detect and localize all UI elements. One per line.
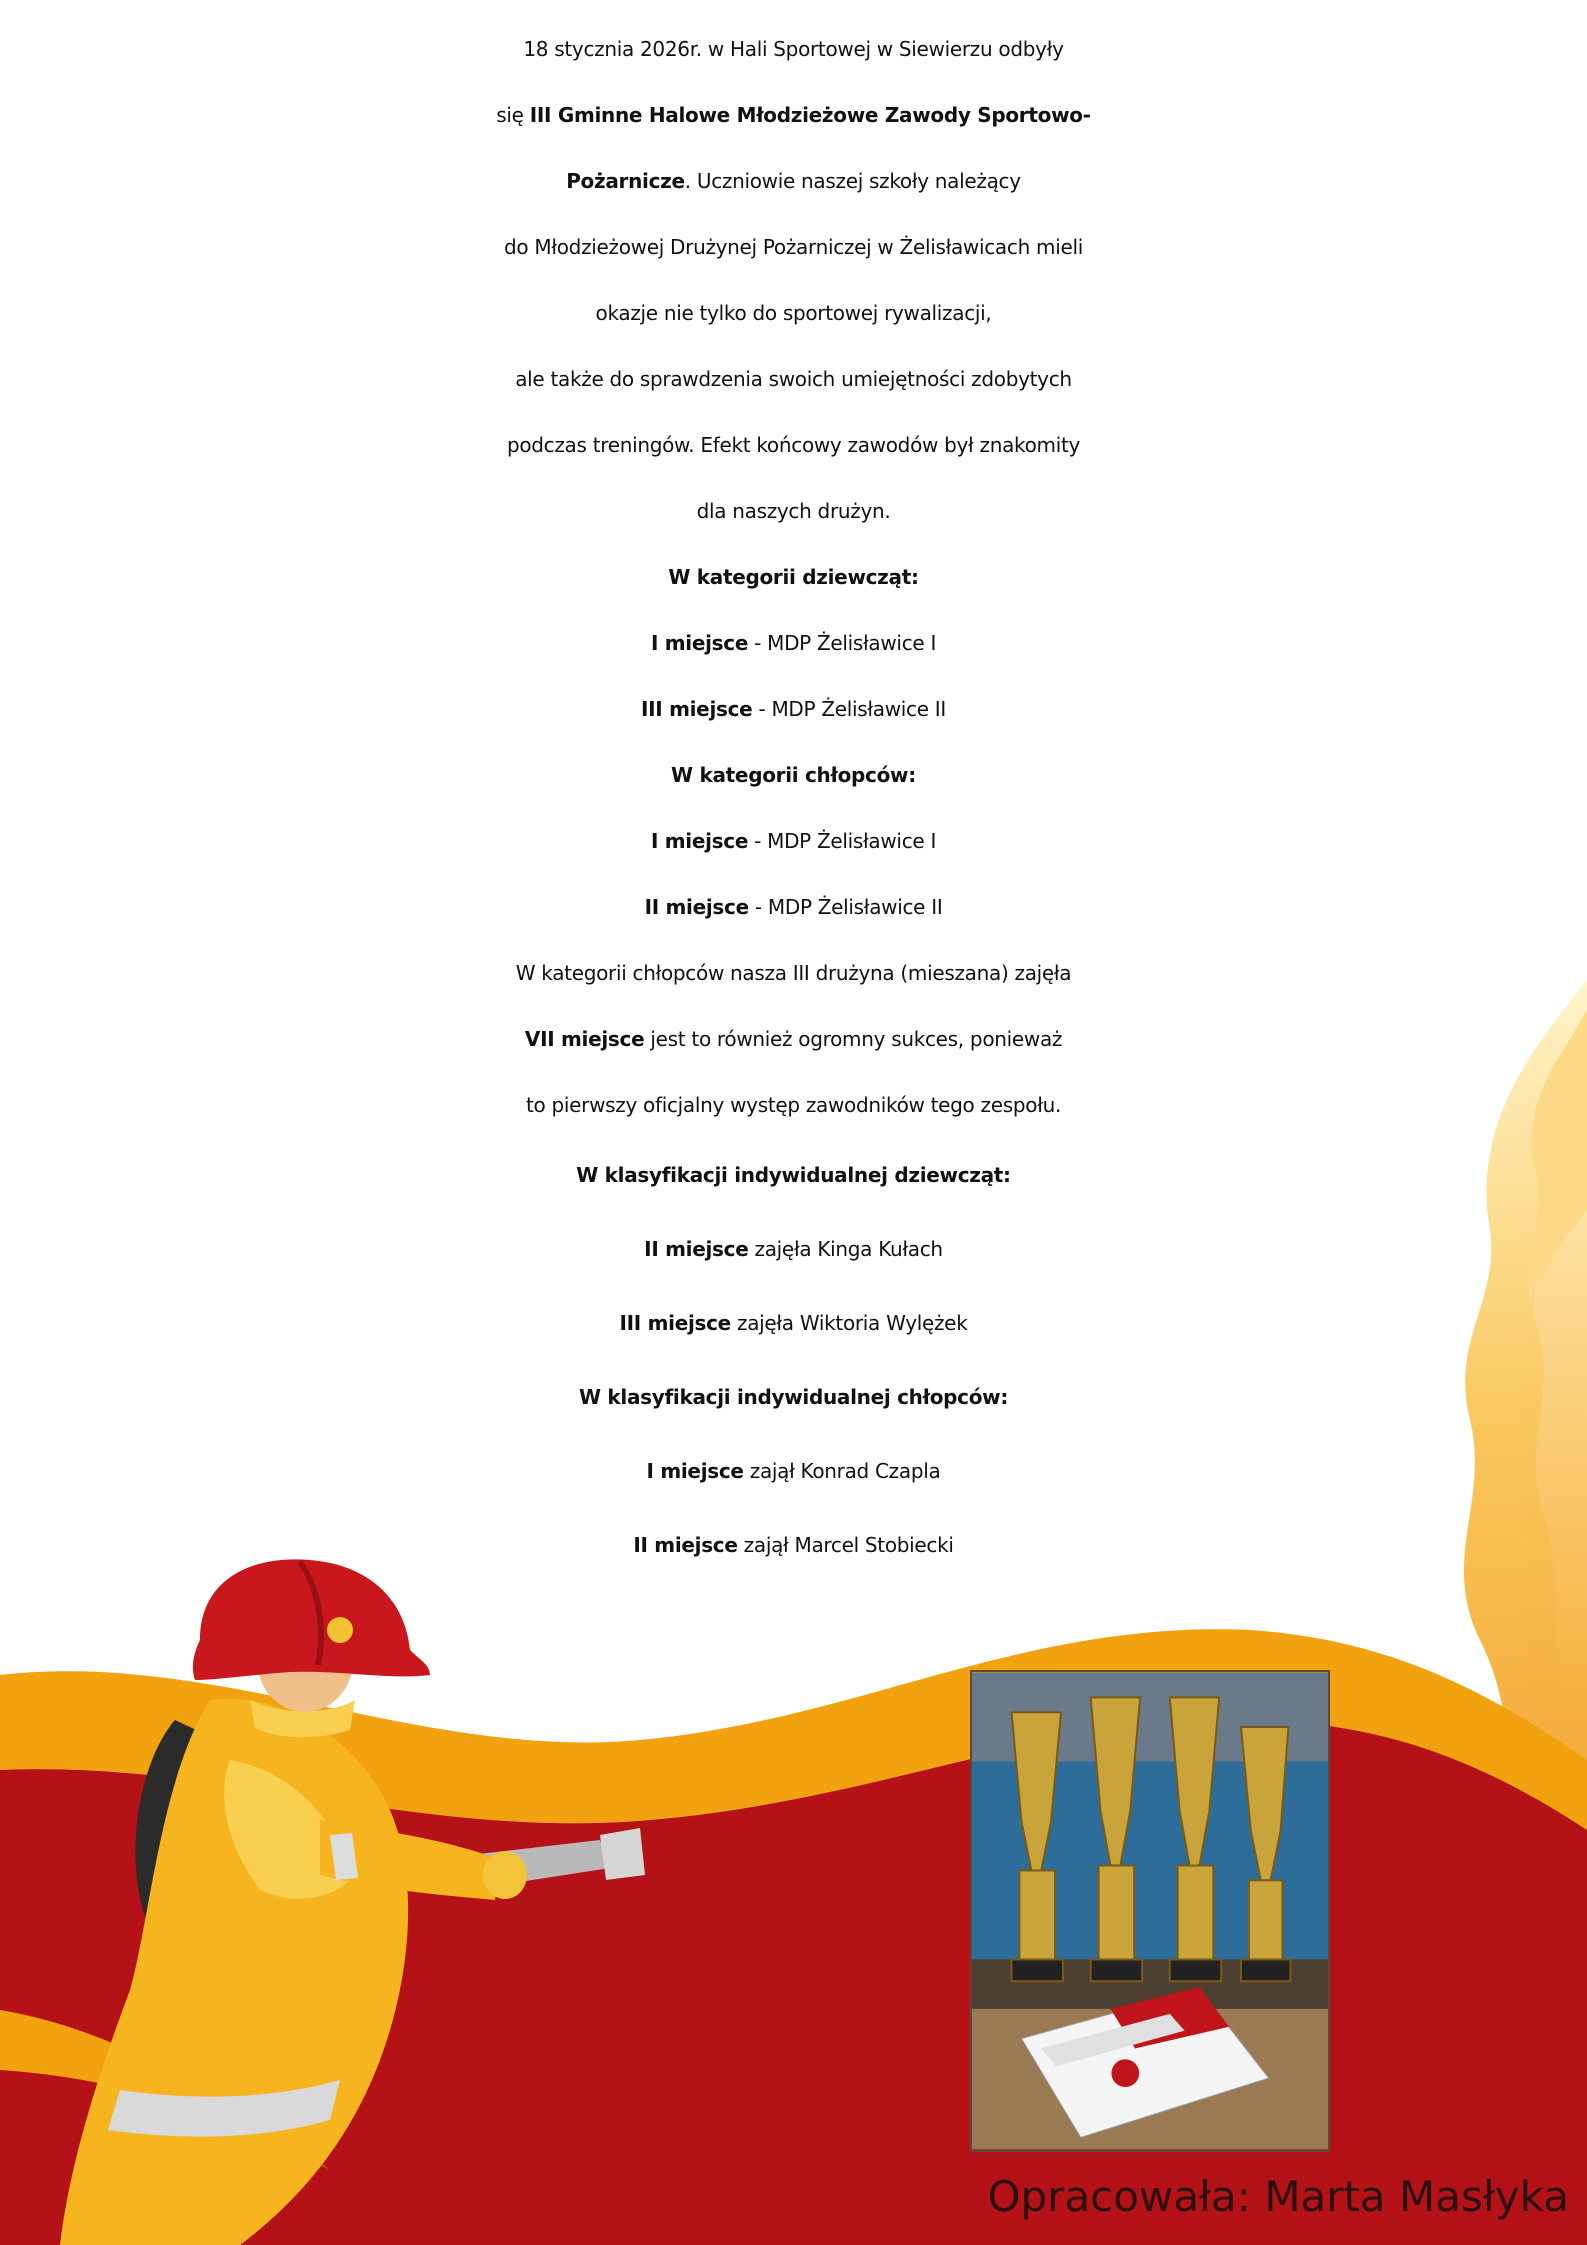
place-label: II miejsce bbox=[633, 1533, 738, 1557]
trophies-photo bbox=[970, 1670, 1330, 2152]
place-label: VII miejsce bbox=[524, 1027, 645, 1051]
intro-text: dla naszych drużyn. bbox=[696, 499, 891, 523]
mixed-team-line bbox=[40, 1072, 1547, 1138]
place-label: III miejsce bbox=[619, 1311, 731, 1335]
individual-boys-heading bbox=[40, 1360, 1547, 1434]
intro-line bbox=[40, 412, 1547, 478]
mixed-team-text: jest to również ogromny sukces, ponieważ bbox=[644, 1027, 1063, 1051]
place-label: II miejsce bbox=[644, 895, 749, 919]
team-name: - MDP Żelisławice II bbox=[752, 697, 946, 721]
place-label: II miejsce bbox=[644, 1237, 749, 1261]
result-line bbox=[40, 676, 1547, 742]
event-name: III Gminne Halowe Młodzieżowe Zawody Sportowo- bbox=[529, 103, 1091, 127]
intro-line bbox=[40, 478, 1547, 544]
results-section bbox=[40, 544, 1547, 1582]
intro-text: okazje nie tylko do sportowej rywalizacji, bbox=[595, 301, 992, 325]
intro-line bbox=[40, 16, 1547, 82]
heading-text: W klasyfikacji indywidualnej dziewcząt: bbox=[576, 1163, 1011, 1187]
result-line bbox=[40, 1286, 1547, 1360]
intro-line bbox=[40, 82, 1547, 148]
place-label: III miejsce bbox=[641, 697, 753, 721]
athlete-name: zajęła Kinga Kułach bbox=[748, 1237, 943, 1261]
athlete-name: zajął Marcel Stobiecki bbox=[737, 1533, 954, 1557]
result-line bbox=[40, 610, 1547, 676]
intro-line bbox=[40, 148, 1547, 214]
result-line bbox=[40, 874, 1547, 940]
intro-text: 18 stycznia 2026r. w Hali Sportowej w Siewierzu odbyły bbox=[523, 37, 1064, 61]
individual-girls-heading bbox=[40, 1138, 1547, 1212]
boys-category-heading bbox=[40, 742, 1547, 808]
result-line bbox=[40, 1434, 1547, 1508]
intro-line bbox=[40, 280, 1547, 346]
team-name: - MDP Żelisławice I bbox=[748, 829, 937, 853]
team-name: - MDP Żelisławice II bbox=[748, 895, 943, 919]
result-line bbox=[40, 1508, 1547, 1582]
intro-text: ale także do sprawdzenia swoich umiejętności zdobytych bbox=[515, 367, 1072, 391]
mixed-team-text: to pierwszy oficjalny występ zawodników tego zespołu. bbox=[525, 1093, 1062, 1117]
intro-line bbox=[40, 214, 1547, 280]
intro-paragraph bbox=[40, 16, 1547, 544]
athlete-name: zajął Konrad Czapla bbox=[743, 1459, 941, 1483]
place-label: I miejsce bbox=[650, 829, 749, 853]
heading-text: W klasyfikacji indywidualnej chłopców: bbox=[578, 1385, 1009, 1409]
mixed-team-line bbox=[40, 940, 1547, 1006]
result-line bbox=[40, 808, 1547, 874]
author-credit: Opracowała: Marta Masłyka bbox=[987, 2172, 1569, 2221]
heading-text: W kategorii chłopców: bbox=[671, 763, 916, 787]
place-label: I miejsce bbox=[646, 1459, 744, 1483]
intro-line bbox=[40, 346, 1547, 412]
girls-category-heading bbox=[40, 544, 1547, 610]
intro-text: . Uczniowie naszej szkoły należący bbox=[684, 169, 1021, 193]
intro-text: podczas treningów. Efekt końcowy zawodów był znakomity bbox=[506, 433, 1081, 457]
mixed-team-line bbox=[40, 1006, 1547, 1072]
team-name: - MDP Żelisławice I bbox=[748, 631, 937, 655]
mixed-team-text: W kategorii chłopców nasza III drużyna (mieszana) zajęła bbox=[515, 961, 1072, 985]
heading-text: W kategorii dziewcząt: bbox=[668, 565, 919, 589]
place-label: I miejsce bbox=[650, 631, 749, 655]
intro-text: się bbox=[496, 103, 530, 127]
athlete-name: zajęła Wiktoria Wylężek bbox=[730, 1311, 968, 1335]
event-name: Pożarnicze bbox=[566, 169, 685, 193]
intro-text: do Młodzieżowej Drużynej Pożarniczej w Żelisławicach mieli bbox=[504, 235, 1083, 259]
result-line bbox=[40, 1212, 1547, 1286]
